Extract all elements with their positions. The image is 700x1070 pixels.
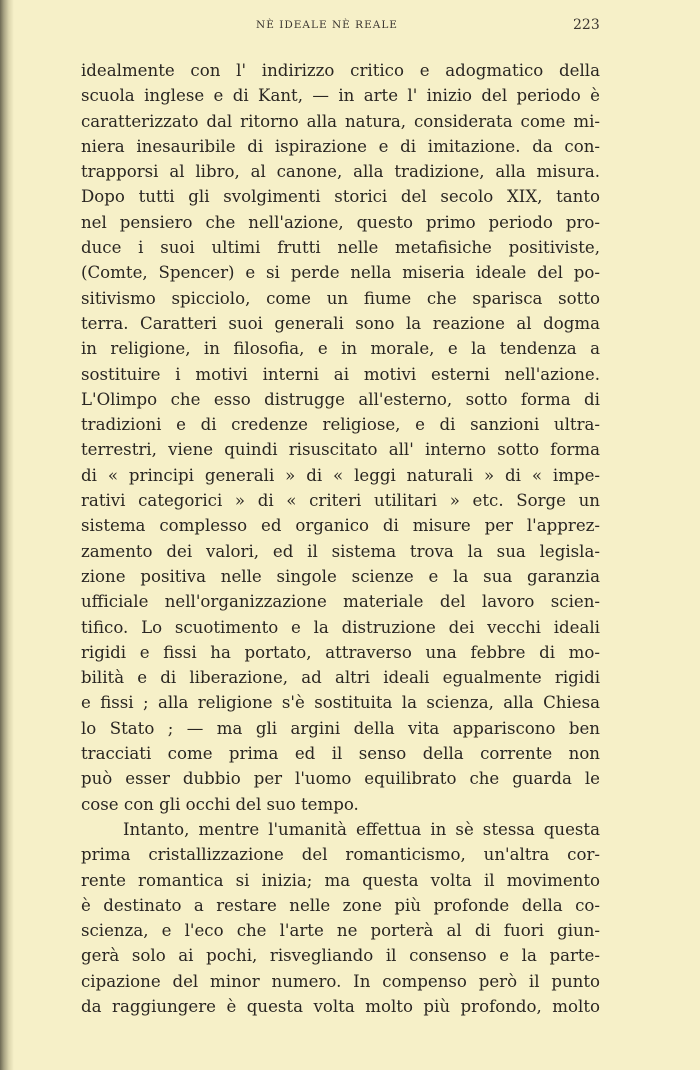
text-line: niera inesauribile di ispirazione e di imitazione. da con-	[81, 136, 600, 156]
text-line: scuola inglese e di Kant, — in arte l' inizio del periodo è	[81, 86, 600, 106]
text-line: zamento dei valori, ed il sistema trova la sua legisla-	[81, 541, 600, 561]
text-line: rigidi e fissi ha portato, attraverso una febbre di mo-	[81, 642, 600, 662]
text-line: Intanto, mentre l'umanità effettua in sè stessa questa	[123, 819, 600, 839]
text-line: lo Stato ; — ma gli argini della vita appariscono ben	[81, 718, 600, 738]
text-line: rente romantica si inizia; ma questa volta il movimento	[81, 870, 600, 890]
text-line: è destinato a restare nelle zone più profonde della co-	[81, 895, 600, 915]
text-line: Dopo tutti gli svolgimenti storici del secolo XIX, tanto	[81, 187, 600, 207]
body-text	[81, 58, 600, 1019]
text-line: tifico. Lo scuotimento e la distruzione dei vecchi ideali	[81, 617, 600, 637]
text-line: in religione, in filosofia, e in morale, e la tendenza a	[81, 339, 600, 359]
text-line: di « principi generali » di « leggi naturali » di « impe-	[81, 465, 600, 485]
text-line: caratterizzato dal ritorno alla natura, considerata come mi-	[81, 111, 600, 131]
text-line: nel pensiero che nell'azione, questo primo periodo pro-	[81, 212, 600, 232]
text-line: rativi categorici » di « criteri utilitari » etc. Sorge un	[81, 491, 600, 511]
text-line: (Comte, Spencer) e si perde nella miseria ideale del po-	[81, 263, 600, 283]
text-line: tracciati come prima ed il senso della corrente non	[81, 744, 600, 764]
page-header	[0, 17, 700, 37]
text-line: tradizioni e di credenze religiose, e di sanzioni ultra-	[81, 415, 600, 435]
text-line: cipazione del minor numero. In compenso però il punto	[81, 971, 600, 991]
text-line: sitivismo spicciolo, come un fiume che sparisca sotto	[81, 288, 600, 308]
text-line: terrestri, viene quindi risuscitato all' interno sotto forma	[81, 440, 600, 460]
text-line: ufficiale nell'organizzazione materiale del lavoro scien-	[81, 592, 600, 612]
page-number: 223	[573, 17, 600, 33]
running-title: NÈ IDEALE NÈ REALE	[256, 19, 398, 31]
text-line: sostituire i motivi interni ai motivi esterni nell'azione.	[81, 364, 600, 384]
text-line: idealmente con l' indirizzo critico e adogmatico della	[81, 61, 600, 80]
text-line: scienza, e l'eco che l'arte ne porterà al di fuori giun-	[81, 921, 600, 941]
text-line: cose con gli occhi del suo tempo.	[81, 794, 359, 814]
text-line: da raggiungere è questa volta molto più profondo, molto	[81, 996, 600, 1016]
book-gutter-shadow	[0, 0, 14, 1070]
text-line: bilità e di liberazione, ad altri ideali egualmente rigidi	[81, 668, 600, 688]
text-line: sistema complesso ed organico di misure per l'apprez-	[81, 516, 600, 536]
text-line: terra. Caratteri suoi generali sono la reazione al dogma	[81, 313, 600, 333]
text-line: può esser dubbio per l'uomo equilibrato che guarda le	[81, 769, 600, 789]
text-line: trapporsi al libro, al canone, alla tradizione, alla misura.	[81, 162, 600, 182]
text-line: e fissi ; alla religione s'è sostituita la scienza, alla Chiesa	[81, 693, 600, 713]
text-line: duce i suoi ultimi frutti nelle metafisiche positiviste,	[81, 238, 600, 258]
text-line: prima cristallizzazione del romanticismo, un'altra cor-	[81, 845, 600, 865]
text-line: L'Olimpo che esso distrugge all'esterno, sotto forma di	[81, 389, 600, 409]
text-line: zione positiva nelle singole scienze e la sua garanzia	[81, 566, 600, 586]
text-line: gerà solo ai pochi, risvegliando il consenso e la parte-	[81, 946, 600, 966]
